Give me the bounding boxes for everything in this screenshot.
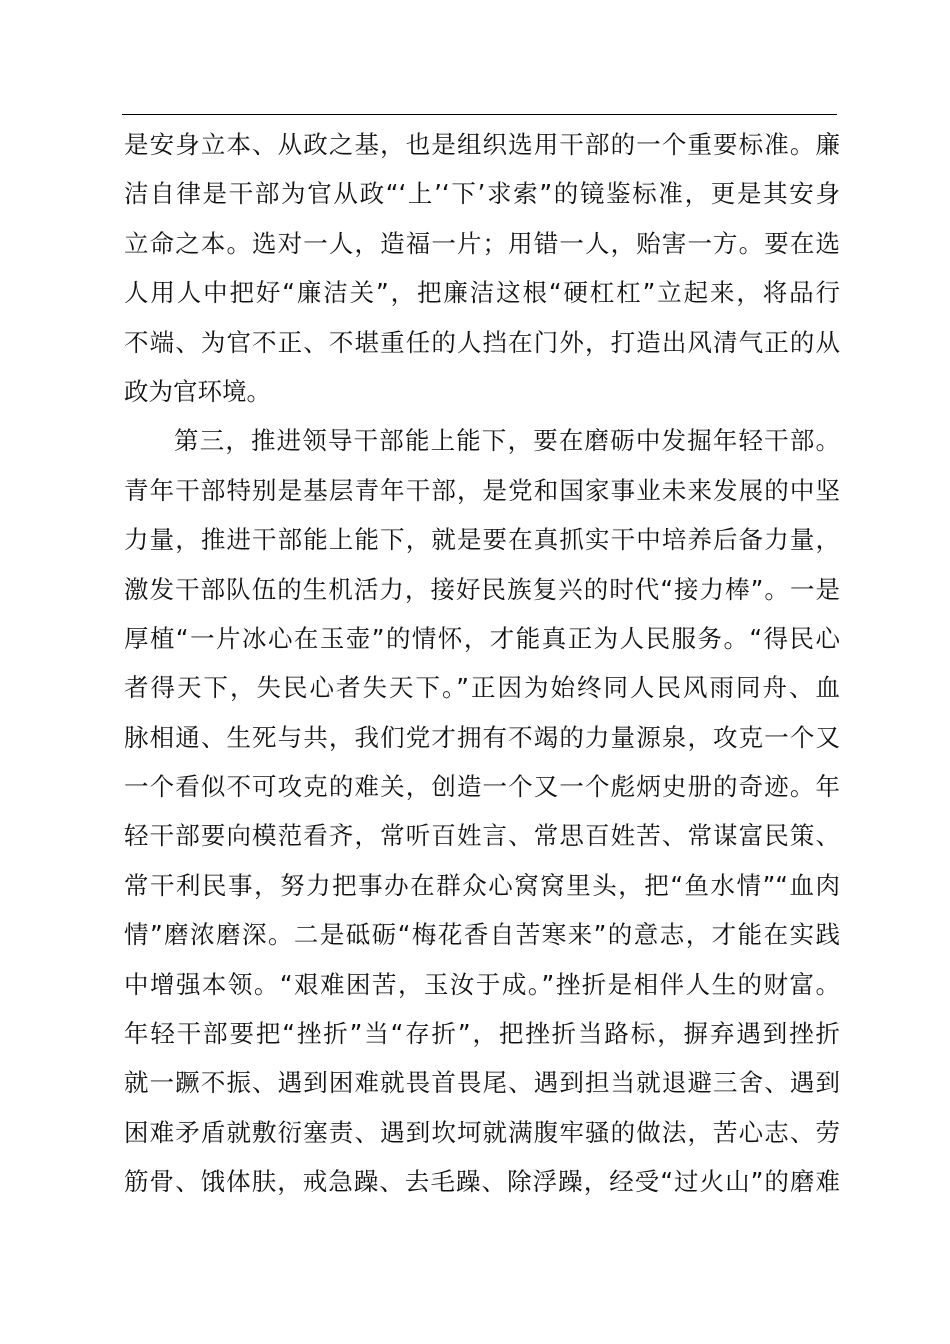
text-line: 常干利民事，努力把事办在群众心窝窝里头，把“鱼水情”“血肉 (124, 870, 840, 900)
text-line: 轻干部要向模范看齐，常听百姓言、常思百姓苦、常谋富民策、 (124, 821, 840, 851)
text-line: 就一蹶不振、遇到困难就畏首畏尾、遇到担当就退避三舍、遇到 (124, 1068, 840, 1098)
header-rule (122, 114, 837, 115)
text-line: 者得天下，失民心者失天下。”正因为始终同人民风雨同舟、血 (124, 673, 840, 703)
text-line: 是安身立本、从政之基，也是组织选用干部的一个重要标准。廉 (124, 130, 840, 159)
text-line: 厚植“一片冰心在玉壶”的情怀，才能真正为人民服务。“得民心 (124, 623, 840, 653)
text-line: 人用人中把好“廉洁关”，把廉洁这根“硬杠杠”立起来，将品行 (124, 278, 840, 308)
text-line: 中增强本领。“艰难困苦，玉汝于成。”挫折是相伴人生的财富。 (124, 969, 840, 999)
text-line: 一个看似不可攻克的难关，创造一个又一个彪炳史册的奇迹。年 (124, 772, 840, 802)
text-line: 政为官环境。 (124, 376, 271, 406)
text-line: 年轻干部要把“挫折”当“存折”，把挫折当路标，摒弃遇到挫折 (124, 1019, 840, 1049)
body-text (124, 120, 840, 1207)
paragraph-start-line: 第三，推进领导干部能上能下，要在磨砺中发掘年轻干部。 (174, 426, 840, 456)
text-line: 困难矛盾就敷衍塞责、遇到坎坷就满腹牢骚的做法，苦心志、劳 (124, 1117, 840, 1147)
text-line: 筋骨、饿体肤，戒急躁、去毛躁、除浮躁，经受“过火山”的磨难 (124, 1167, 840, 1197)
text-line: 力量，推进干部能上能下，就是要在真抓实干中培养后备力量， (124, 525, 840, 555)
text-line: 不端、为官不正、不堪重任的人挡在门外，打造出风清气正的从 (124, 327, 840, 357)
text-line: 立命之本。选对一人，造福一片；用错一人，贻害一方。要在选 (124, 228, 840, 258)
text-line: 洁自律是干部为官从政“‘上’‘下’求索”的镜鉴标准，更是其安身 (124, 179, 840, 209)
text-line: 情”磨浓磨深。二是砥砺“梅花香自苦寒来”的意志，才能在实践 (124, 920, 840, 950)
text-line: 脉相通、生死与共，我们党才拥有不竭的力量源泉，攻克一个又 (124, 722, 840, 752)
text-line: 激发干部队伍的生机活力，接好民族复兴的时代“接力棒”。一是 (124, 574, 840, 604)
text-line: 青年干部特别是基层青年干部，是党和国家事业未来发展的中坚 (124, 475, 840, 505)
